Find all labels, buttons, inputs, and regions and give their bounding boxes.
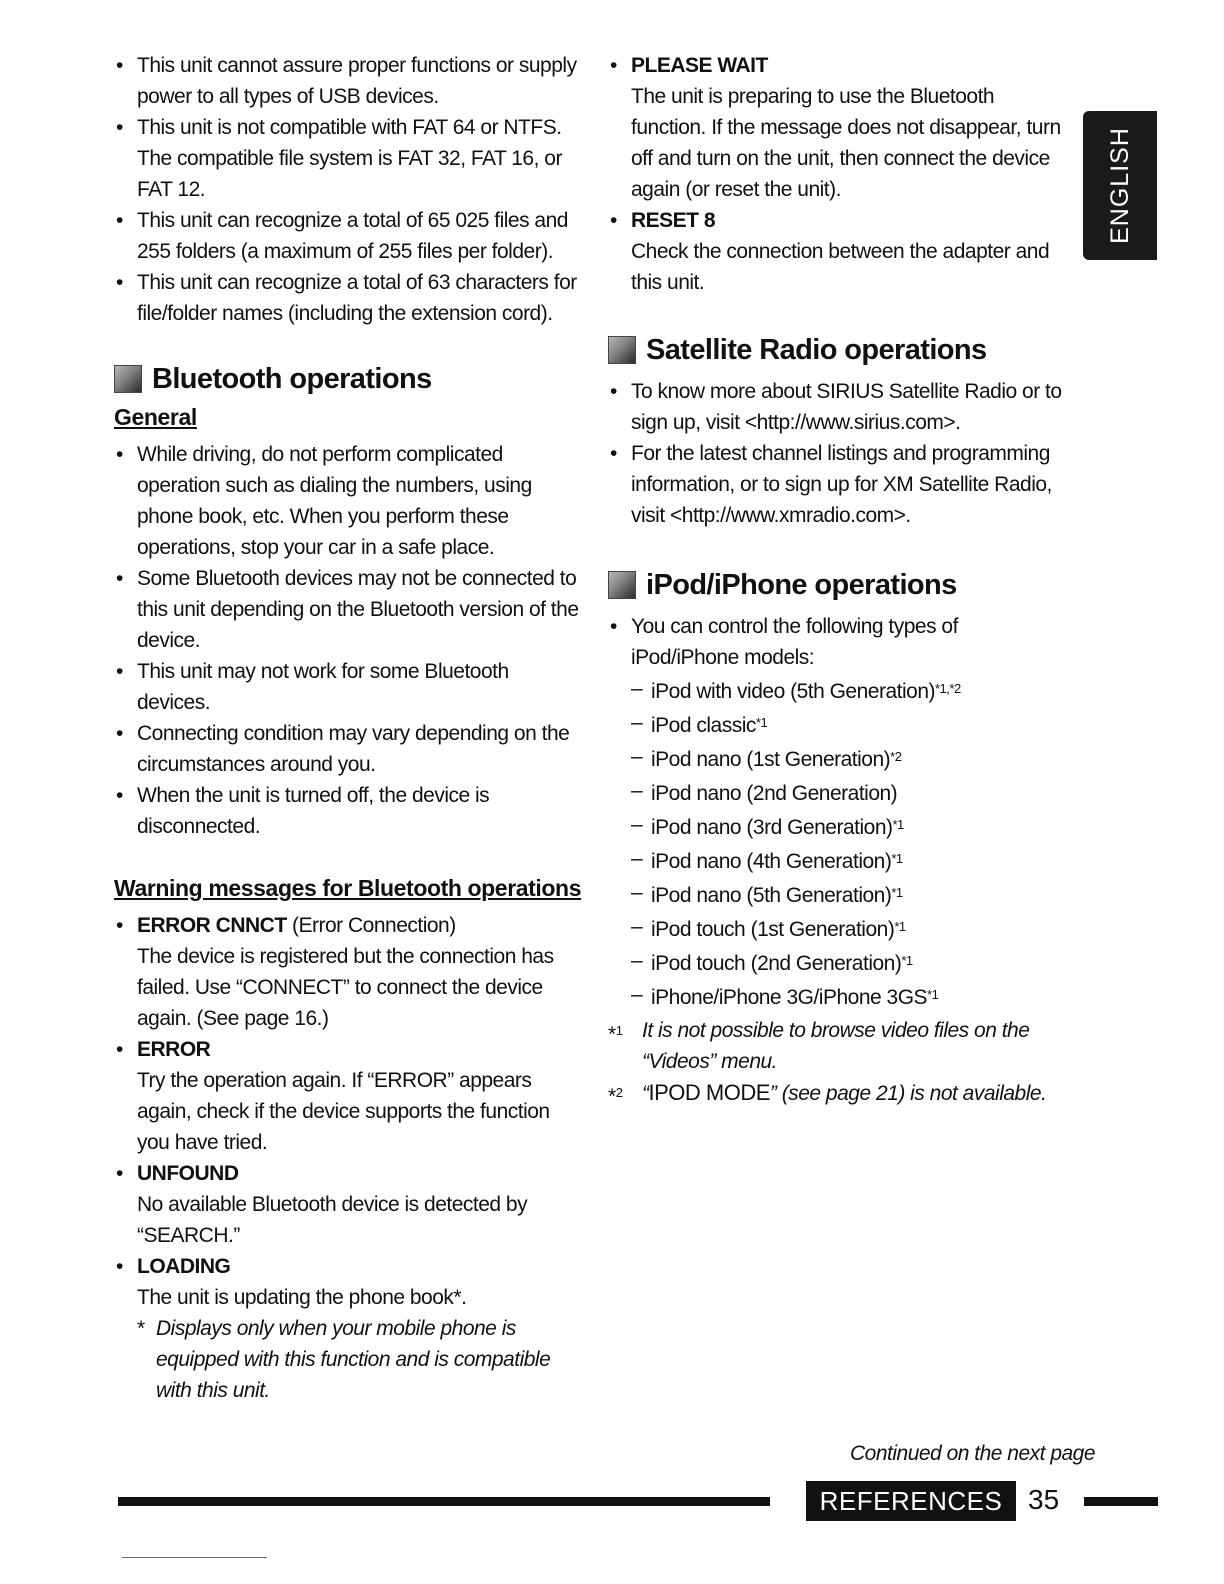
footnote-star: * [608,1085,616,1108]
model-mark: *1 [927,987,939,1002]
right-column [608,50,1064,1109]
ipod-model-item [631,945,1064,979]
ipod-notes-list [608,611,1064,1013]
ipod-model-item [631,809,1064,843]
list-item: • While driving, do not perform complicated operation such as dialing the numbers, using phone book, etc. When you perform these operations, stop your car in a safe place. [114,439,582,563]
list-item [608,611,1064,1013]
ipod-model-item [631,843,1064,877]
section-title-text: Bluetooth operations [152,363,432,395]
warning-term: ERROR [137,1038,211,1061]
loading-footnote [137,1313,582,1406]
footnote-text: Displays only when your mobile phone is equipped with this function and is compatible with this unit. [156,1317,551,1402]
section-title-text: Satellite Radio operations [646,334,987,366]
list-item: • This unit can recognize a total of 63 characters for file/folder names (including the extension cord). [114,267,582,329]
satellite-notes-list [608,376,1064,531]
left-column [114,50,582,1406]
warning-term: RESET 8 [631,209,716,232]
footer-rule-left [118,1497,770,1506]
list-item: • This unit may not work for some Bluetooth devices. [114,656,582,718]
list-item: • Connecting condition may vary depending on the circumstances around you. [114,718,582,780]
model-name: iPod classic [651,714,756,737]
model-name: iPod nano (4th Generation) [651,850,892,873]
satellite-section-title [608,330,1064,370]
footnote-text: It is not possible to browse video files on the “Videos” menu. [642,1019,1030,1073]
bottom-decorative-line [122,1557,267,1558]
section-square-icon [608,571,636,599]
list-item: • This unit cannot assure proper functions or supply power to all types of USB devices. [114,50,582,112]
warning-term: PLEASE WAIT [631,54,768,77]
model-mark: *1,*2 [935,681,961,696]
warning-desc: The unit is updating the phone book*. [137,1286,467,1309]
warning-desc: Try the operation again. If “ERROR” appears again, check if the device supports the function you have tried. [137,1069,550,1154]
language-tab-label: ENGLISH [1105,127,1134,244]
model-mark: *1 [901,953,913,968]
section-square-icon [114,365,142,393]
warning-messages-list [114,910,582,1406]
list-item: • For the latest channel listings and programming information, or to sign up for XM Satellite Radio, visit <http://www.xmradio.com>. [608,438,1064,531]
section-label-box: REFERENCES [806,1481,1016,1521]
warning-item [114,1251,582,1406]
ipod-mode-text: IPOD MODE [648,1080,770,1105]
warning-desc: No available Bluetooth device is detected by “SEARCH.” [137,1193,528,1247]
continued-note: Continued on the next page [850,1442,1096,1465]
list-item: • To know more about SIRIUS Satellite Radio or to sign up, visit <http://www.sirius.com>. [608,376,1064,438]
bluetooth-section-title [114,359,582,399]
footnote-number: 1 [615,1023,623,1038]
model-name: iPod nano (1st Generation) [651,748,891,771]
footnote-open-quote: “ [642,1082,649,1105]
model-name: iPod nano (3rd Generation) [651,816,893,839]
warning-desc: Check the connection between the adapter and this unit. [631,240,1050,294]
footnote-star: * [608,1023,616,1046]
warning-term: UNFOUND [137,1162,239,1185]
ipod-intro: You can control the following types of iPod/iPhone models: [631,615,958,669]
ipod-model-item [631,673,1064,707]
model-name: iPod nano (2nd Generation) [651,782,898,805]
model-mark: *1 [891,885,903,900]
footer-rule-right [1084,1497,1158,1506]
language-side-tab [1083,111,1157,260]
model-mark: *1 [755,715,768,730]
model-mark: *2 [890,749,902,764]
model-name: iPod touch (2nd Generation) [651,952,902,975]
general-notes-list [114,439,582,842]
model-name: iPod nano (5th Generation) [651,884,892,907]
model-mark: *1 [891,851,903,866]
model-mark: *1 [892,817,904,832]
ipod-model-item [631,911,1064,945]
ipod-model-item [631,979,1064,1013]
section-square-icon [608,336,636,364]
warning-messages-subtitle: Warning messages for Bluetooth operations [114,875,582,901]
footnote-1 [608,1015,1064,1077]
warning-desc: The device is registered but the connection has failed. Use “CONNECT” to connect the device again. (See page 16.) [137,945,554,1030]
warning-item [608,205,1064,298]
ipod-model-item [631,707,1064,741]
footnote-mark: * [137,1317,145,1340]
list-item: • When the unit is turned off, the device is disconnected. [114,780,582,842]
model-mark: *1 [894,919,906,934]
warning-item [608,50,1064,205]
footnote-mark [608,1077,622,1112]
list-item: • This unit is not compatible with FAT 64 or NTFS. The compatible file system is FAT 32, FAT 16, or FAT 12. [114,112,582,205]
model-name: iPod touch (1st Generation) [651,918,895,941]
ipod-model-item [631,741,1064,775]
warning-messages-continued [608,50,1064,298]
ipod-model-item [631,775,1064,809]
footnote-number: 2 [615,1085,623,1100]
warning-term-suffix: (Error Connection) [286,914,456,937]
warning-item [114,1034,582,1158]
section-title-text: iPod/iPhone operations [646,569,957,601]
model-name: iPod with video (5th Generation) [651,680,935,703]
page-number: 35 [1028,1484,1060,1515]
warning-term: ERROR CNNCT [137,914,287,937]
footnote-text: ” (see page 21) is not available. [769,1082,1047,1105]
usb-notes-list [114,50,582,329]
footnote-2 [608,1077,1064,1109]
warning-item [114,910,582,1034]
warning-item [114,1158,582,1251]
footnote-mark [608,1015,622,1050]
list-item: • This unit can recognize a total of 65 025 files and 255 folders (a maximum of 255 files per folder). [114,205,582,267]
list-item: • Some Bluetooth devices may not be connected to this unit depending on the Bluetooth version of the device. [114,563,582,656]
warning-term: LOADING [137,1255,231,1278]
ipod-model-item [631,877,1064,911]
warning-desc: The unit is preparing to use the Bluetooth function. If the message does not disappear, turn off and turn on the unit, then connect the device again (or reset the unit). [631,85,1061,201]
ipod-models-list [631,673,1064,1013]
general-subtitle: General [114,404,197,430]
model-name: iPhone/iPhone 3G/iPhone 3GS [651,986,928,1009]
ipod-section-title [608,565,1064,605]
